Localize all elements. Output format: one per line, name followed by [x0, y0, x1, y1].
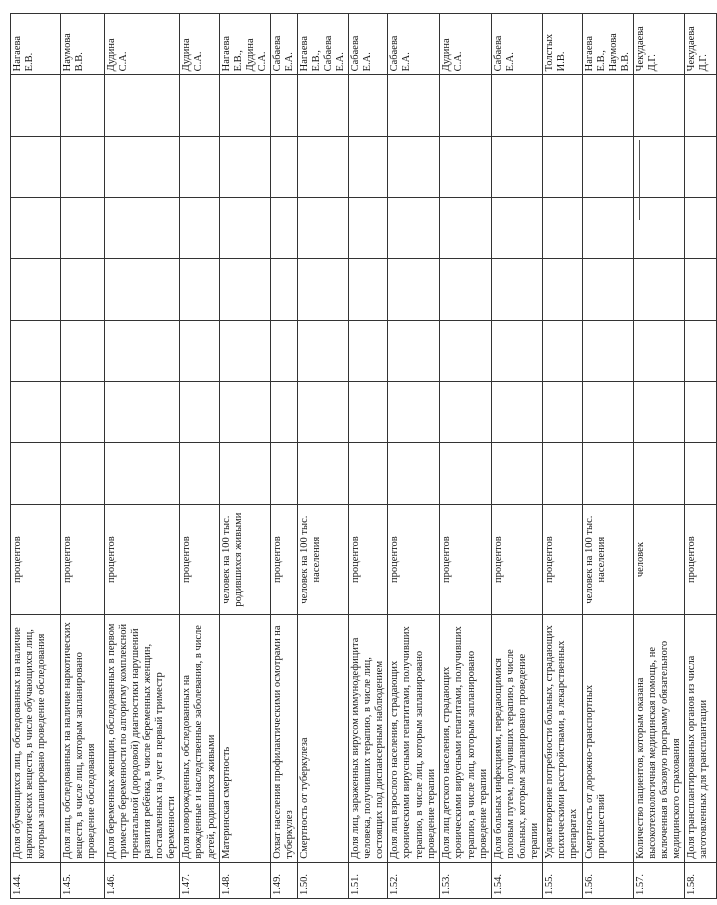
value-cell — [349, 75, 388, 136]
value-cell — [219, 382, 270, 443]
indicator-name: Доля обучающихся лиц, обследованных на наличие наркотических веществ, в числе обучающихся лиц, которым запланировано проведение обследования — [11, 615, 61, 862]
row-number: 1.46. — [105, 862, 180, 898]
value-cell — [297, 382, 348, 443]
value-cell — [582, 136, 633, 197]
indicators-table — [10, 13, 717, 899]
indicator-name: Доля лиц, обследованных на наличие наркотических веществ, в числе лиц, которым запланировано проведение обследования — [61, 615, 105, 862]
row-number: 1.53. — [440, 862, 491, 898]
value-cell — [685, 75, 717, 136]
value-cell — [61, 382, 105, 443]
value-cell — [542, 198, 582, 259]
row-number: 1.44. — [11, 862, 61, 898]
unit-of-measure: процентов — [440, 504, 491, 615]
row-number: 1.47. — [180, 862, 219, 898]
table-row — [61, 14, 105, 899]
value-cell — [180, 382, 219, 443]
value-cell — [542, 382, 582, 443]
value-cell — [388, 382, 440, 443]
table-row — [582, 14, 633, 899]
value-cell — [634, 382, 685, 443]
value-cell — [105, 320, 180, 381]
value-cell — [491, 198, 542, 259]
responsible-person: Дудина С.А. — [440, 14, 491, 75]
value-cell — [219, 75, 270, 136]
value-cell — [542, 259, 582, 320]
page-edge-line — [639, 140, 640, 220]
value-cell — [105, 136, 180, 197]
value-cell — [634, 136, 685, 197]
table-row — [297, 14, 348, 899]
value-cell — [270, 259, 297, 320]
value-cell — [491, 136, 542, 197]
value-cell — [219, 136, 270, 197]
value-cell — [388, 259, 440, 320]
value-cell — [180, 320, 219, 381]
indicator-name: Количество пациентов, которым оказана высокотехнологичная медицинская помощь, не включенная в базовую программу обязательного медицинского страхования — [634, 615, 685, 862]
row-number: 1.51. — [349, 862, 388, 898]
responsible-person: Сабаева Е.А. — [349, 14, 388, 75]
value-cell — [270, 136, 297, 197]
value-cell — [180, 443, 219, 504]
unit-of-measure: процентов — [180, 504, 219, 615]
value-cell — [634, 198, 685, 259]
unit-of-measure: человек на 100 тыс. населения — [297, 504, 348, 615]
table-row — [491, 14, 542, 899]
value-cell — [440, 75, 491, 136]
unit-of-measure: процентов — [542, 504, 582, 615]
unit-of-measure: человек на 100 тыс. населения — [582, 504, 633, 615]
value-cell — [11, 382, 61, 443]
value-cell — [61, 198, 105, 259]
row-number: 1.55. — [542, 862, 582, 898]
value-cell — [270, 443, 297, 504]
value-cell — [270, 75, 297, 136]
indicator-name: Охват населения профилактическими осмотрами на туберкулез — [270, 615, 297, 862]
value-cell — [219, 198, 270, 259]
value-cell — [440, 136, 491, 197]
value-cell — [11, 259, 61, 320]
value-cell — [491, 259, 542, 320]
value-cell — [219, 259, 270, 320]
value-cell — [542, 320, 582, 381]
responsible-person: Толстых И.В. — [542, 14, 582, 75]
value-cell — [542, 136, 582, 197]
table-row — [634, 14, 685, 899]
value-cell — [11, 136, 61, 197]
unit-of-measure: процентов — [61, 504, 105, 615]
value-cell — [440, 320, 491, 381]
value-cell — [297, 320, 348, 381]
value-cell — [388, 443, 440, 504]
row-number: 1.54. — [491, 862, 542, 898]
value-cell — [440, 382, 491, 443]
table-row — [105, 14, 180, 899]
value-cell — [297, 75, 348, 136]
value-cell — [297, 136, 348, 197]
row-number: 1.45. — [61, 862, 105, 898]
value-cell — [270, 382, 297, 443]
indicator-name: Удовлетворение потребности больных, страдающих психическими расстройствами, в лекарственных препаратах — [542, 615, 582, 862]
value-cell — [349, 136, 388, 197]
value-cell — [349, 259, 388, 320]
responsible-person: Чекудаева Д.Г. — [634, 14, 685, 75]
value-cell — [61, 259, 105, 320]
value-cell — [491, 75, 542, 136]
row-number: 1.56. — [582, 862, 633, 898]
table-row — [542, 14, 582, 899]
indicator-name: Доля больных инфекциями, передающимися половым путем, получивших терапию, в числе больных, которым запланировано проведение терапии — [491, 615, 542, 862]
value-cell — [582, 198, 633, 259]
value-cell — [542, 443, 582, 504]
value-cell — [349, 443, 388, 504]
responsible-person: Дудина С.А. — [105, 14, 180, 75]
responsible-person: Сабаева Е.А. — [388, 14, 440, 75]
indicator-name: Доля беременных женщин, обследованных в первом триместре беременности по алгоритму комплексной пренатальной (дородовой) диагностики нарушений развития ребёнка, в числе беременных женщин, поставленных на учет в первый триместр беременности — [105, 615, 180, 862]
value-cell — [685, 382, 717, 443]
value-cell — [297, 259, 348, 320]
value-cell — [582, 320, 633, 381]
value-cell — [61, 443, 105, 504]
value-cell — [685, 259, 717, 320]
table-row — [219, 14, 270, 899]
value-cell — [582, 443, 633, 504]
row-number: 1.52. — [388, 862, 440, 898]
unit-of-measure: процентов — [270, 504, 297, 615]
value-cell — [685, 198, 717, 259]
responsible-person: Наумова В.В. — [61, 14, 105, 75]
unit-of-measure: процентов — [105, 504, 180, 615]
value-cell — [180, 75, 219, 136]
value-cell — [491, 443, 542, 504]
rotated-table-container — [10, 0, 710, 899]
table-row — [440, 14, 491, 899]
table-row — [388, 14, 440, 899]
value-cell — [440, 443, 491, 504]
responsible-person: Нагаева Е.В., Наумова В.В. — [582, 14, 633, 75]
value-cell — [685, 443, 717, 504]
value-cell — [11, 75, 61, 136]
responsible-person: Нагаева Е.В., Дудина С.А. — [219, 14, 270, 75]
unit-of-measure: человек на 100 тыс. родившихся живыми — [219, 504, 270, 615]
value-cell — [297, 443, 348, 504]
value-cell — [105, 198, 180, 259]
unit-of-measure: процентов — [349, 504, 388, 615]
responsible-person: Сабаева Е.А. — [270, 14, 297, 75]
value-cell — [634, 320, 685, 381]
value-cell — [270, 320, 297, 381]
value-cell — [388, 136, 440, 197]
value-cell — [491, 320, 542, 381]
value-cell — [61, 320, 105, 381]
responsible-person: Сабаева Е.А. — [491, 14, 542, 75]
responsible-person: Чекудаева Д.Г. — [685, 14, 717, 75]
value-cell — [388, 75, 440, 136]
value-cell — [270, 198, 297, 259]
value-cell — [297, 198, 348, 259]
indicator-name: Доля лиц детского населения, страдающих хроническими вирусными гепатитами, получивших терапию, в числе лиц, которым запланировано проведение терапии — [440, 615, 491, 862]
row-number: 1.58. — [685, 862, 717, 898]
responsible-person: Нагаева Е.В. — [11, 14, 61, 75]
value-cell — [349, 382, 388, 443]
value-cell — [180, 259, 219, 320]
unit-of-measure: человек — [634, 504, 685, 615]
row-number: 1.49. — [270, 862, 297, 898]
value-cell — [105, 75, 180, 136]
value-cell — [634, 443, 685, 504]
value-cell — [11, 443, 61, 504]
value-cell — [180, 136, 219, 197]
row-number: 1.57. — [634, 862, 685, 898]
value-cell — [685, 320, 717, 381]
value-cell — [105, 259, 180, 320]
value-cell — [105, 443, 180, 504]
unit-of-measure: процентов — [11, 504, 61, 615]
table-row — [11, 14, 61, 899]
row-number: 1.48. — [219, 862, 270, 898]
indicator-name: Смертность от дорожно-транспортных происшествий — [582, 615, 633, 862]
value-cell — [61, 136, 105, 197]
indicator-name: Доля лиц, зараженных вирусом иммунодефицита человека, получивших терапию, в числе лиц, состоящих под диспансерным наблюдением — [349, 615, 388, 862]
table-row — [349, 14, 388, 899]
indicator-name: Доля трансплантированных органов из числа заготовленных для трансплантации — [685, 615, 717, 862]
value-cell — [349, 198, 388, 259]
indicator-name: Материнская смертность — [219, 615, 270, 862]
indicator-name: Смертность от туберкулеза — [297, 615, 348, 862]
value-cell — [349, 320, 388, 381]
unit-of-measure: процентов — [388, 504, 440, 615]
table-row — [180, 14, 219, 899]
unit-of-measure: процентов — [685, 504, 717, 615]
value-cell — [105, 382, 180, 443]
value-cell — [388, 198, 440, 259]
value-cell — [582, 259, 633, 320]
unit-of-measure: процентов — [491, 504, 542, 615]
value-cell — [582, 382, 633, 443]
responsible-person: Нагаева Е.В., Сабаева Е.А. — [297, 14, 348, 75]
value-cell — [219, 320, 270, 381]
table-row — [685, 14, 717, 899]
value-cell — [542, 75, 582, 136]
row-number: 1.50. — [297, 862, 348, 898]
responsible-person: Дудина С.А. — [180, 14, 219, 75]
value-cell — [61, 75, 105, 136]
value-cell — [440, 259, 491, 320]
value-cell — [634, 75, 685, 136]
value-cell — [388, 320, 440, 381]
value-cell — [180, 198, 219, 259]
indicator-name: Доля лиц взрослого населения, страдающих хроническими вирусными гепатитами, получивших терапию, в числе лиц, которым запланировано проведение терапии — [388, 615, 440, 862]
value-cell — [219, 443, 270, 504]
value-cell — [634, 259, 685, 320]
value-cell — [11, 320, 61, 381]
value-cell — [582, 75, 633, 136]
value-cell — [11, 198, 61, 259]
indicator-name: Доля новорожденных, обследованных на врожденные и наследственные заболевания, в числе детей, родившихся живыми — [180, 615, 219, 862]
value-cell — [685, 136, 717, 197]
value-cell — [491, 382, 542, 443]
value-cell — [440, 198, 491, 259]
table-row — [270, 14, 297, 899]
